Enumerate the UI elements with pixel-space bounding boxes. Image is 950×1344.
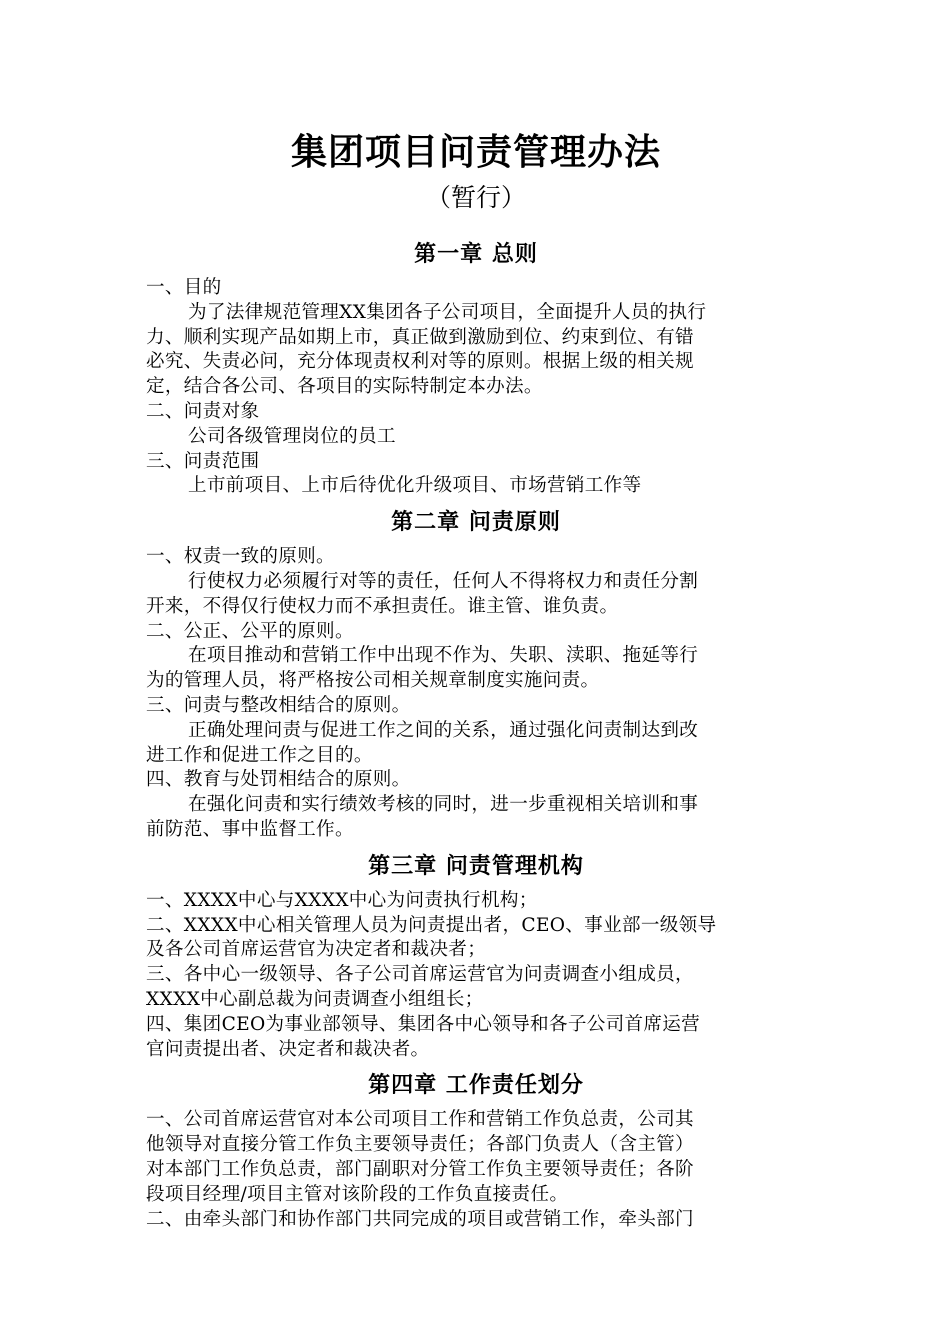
paragraph-line: 二、XXXX中心相关管理人员为问责提出者，CEO、事业部一级领导 [146, 914, 717, 936]
paragraph-line: 段项目经理/项目主管对该阶段的工作负直接责任。 [146, 1183, 569, 1205]
paragraph-line: 必究、失责必问，充分体现责权利对等的原则。根据上级的相关规 [146, 351, 694, 373]
chapter-heading-3: 第三章 问责管理机构 [368, 852, 584, 879]
paragraph-line: 三、问责范围 [146, 450, 260, 472]
paragraph-line: 及各公司首席运营官为决定者和裁决者； [146, 939, 487, 961]
document-subtitle: （暂行） [425, 183, 526, 212]
paragraph-line: 一、公司首席运营官对本公司项目工作和营销工作负总责，公司其 [146, 1109, 694, 1131]
paragraph-line: 公司各级管理岗位的员工 [188, 425, 396, 447]
paragraph-line: 四、集团CEO为事业部领导、集团各中心领导和各子公司首席运营 [146, 1013, 701, 1035]
paragraph-line: 开来，不得仅行使权力而不承担责任。谁主管、谁负责。 [146, 595, 619, 617]
paragraph-line: 官问责提出者、决定者和裁决者。 [146, 1038, 430, 1060]
paragraph-line: 正确处理问责与促进工作之间的关系，通过强化问责制达到改 [188, 719, 699, 741]
paragraph-line: 二、由牵头部门和协作部门共同完成的项目或营销工作，牵头部门 [146, 1208, 694, 1230]
paragraph-line: 力、顺利实现产品如期上市，真正做到激励到位、约束到位、有错 [146, 326, 694, 348]
paragraph-line: 三、各中心一级领导、各子公司首席运营官为问责调查小组成员， [146, 964, 694, 986]
paragraph-line: 前防范、事中监督工作。 [146, 818, 354, 840]
paragraph-line: 在项目推动和营销工作中出现不作为、失职、渎职、拖延等行 [188, 645, 699, 667]
paragraph-line: 三、问责与整改相结合的原则。 [146, 694, 411, 716]
paragraph-line: 四、教育与处罚相结合的原则。 [146, 769, 411, 791]
paragraph-line: 对本部门工作负总责，部门副职对分管工作负主要领导责任；各阶 [146, 1158, 694, 1180]
paragraph-line: 进工作和促进工作之目的。 [146, 744, 373, 766]
paragraph-line: 一、权责一致的原则。 [146, 546, 335, 568]
paragraph-line: 上市前项目、上市后待优化升级项目、市场营销工作等 [188, 475, 642, 497]
chapter-heading-4: 第四章 工作责任划分 [368, 1072, 584, 1099]
paragraph-line: 二、公正、公平的原则。 [146, 620, 354, 642]
document-title: 集团项目问责管理办法 [290, 131, 661, 173]
paragraph-line: 二、问责对象 [146, 400, 260, 422]
paragraph-line: 行使权力必须履行对等的责任，任何人不得将权力和责任分割 [188, 570, 699, 592]
chapter-heading-2: 第二章 问责原则 [391, 509, 561, 536]
paragraph-line: 他领导对直接分管工作负主要领导责任；各部门负责人（含主管） [146, 1134, 694, 1156]
paragraph-line: 定，结合各公司、各项目的实际特制定本办法。 [146, 376, 543, 398]
paragraph-line: 一、目的 [146, 277, 222, 298]
paragraph-line: 在强化问责和实行绩效考核的同时，进一步重视相关培训和事 [188, 794, 699, 816]
paragraph-line: 为的管理人员，将严格按公司相关规章制度实施问责。 [146, 670, 600, 692]
paragraph-line: XXXX中心副总裁为问责调查小组组长； [146, 988, 484, 1010]
paragraph-line: 一、XXXX中心与XXXX中心为问责执行机构； [146, 889, 538, 911]
paragraph-line: 为了法律规范管理XX集团各子公司项目，全面提升人员的执行 [188, 301, 707, 323]
chapter-heading-1: 第一章 总则 [414, 241, 538, 267]
document-body [146, 236, 806, 1232]
